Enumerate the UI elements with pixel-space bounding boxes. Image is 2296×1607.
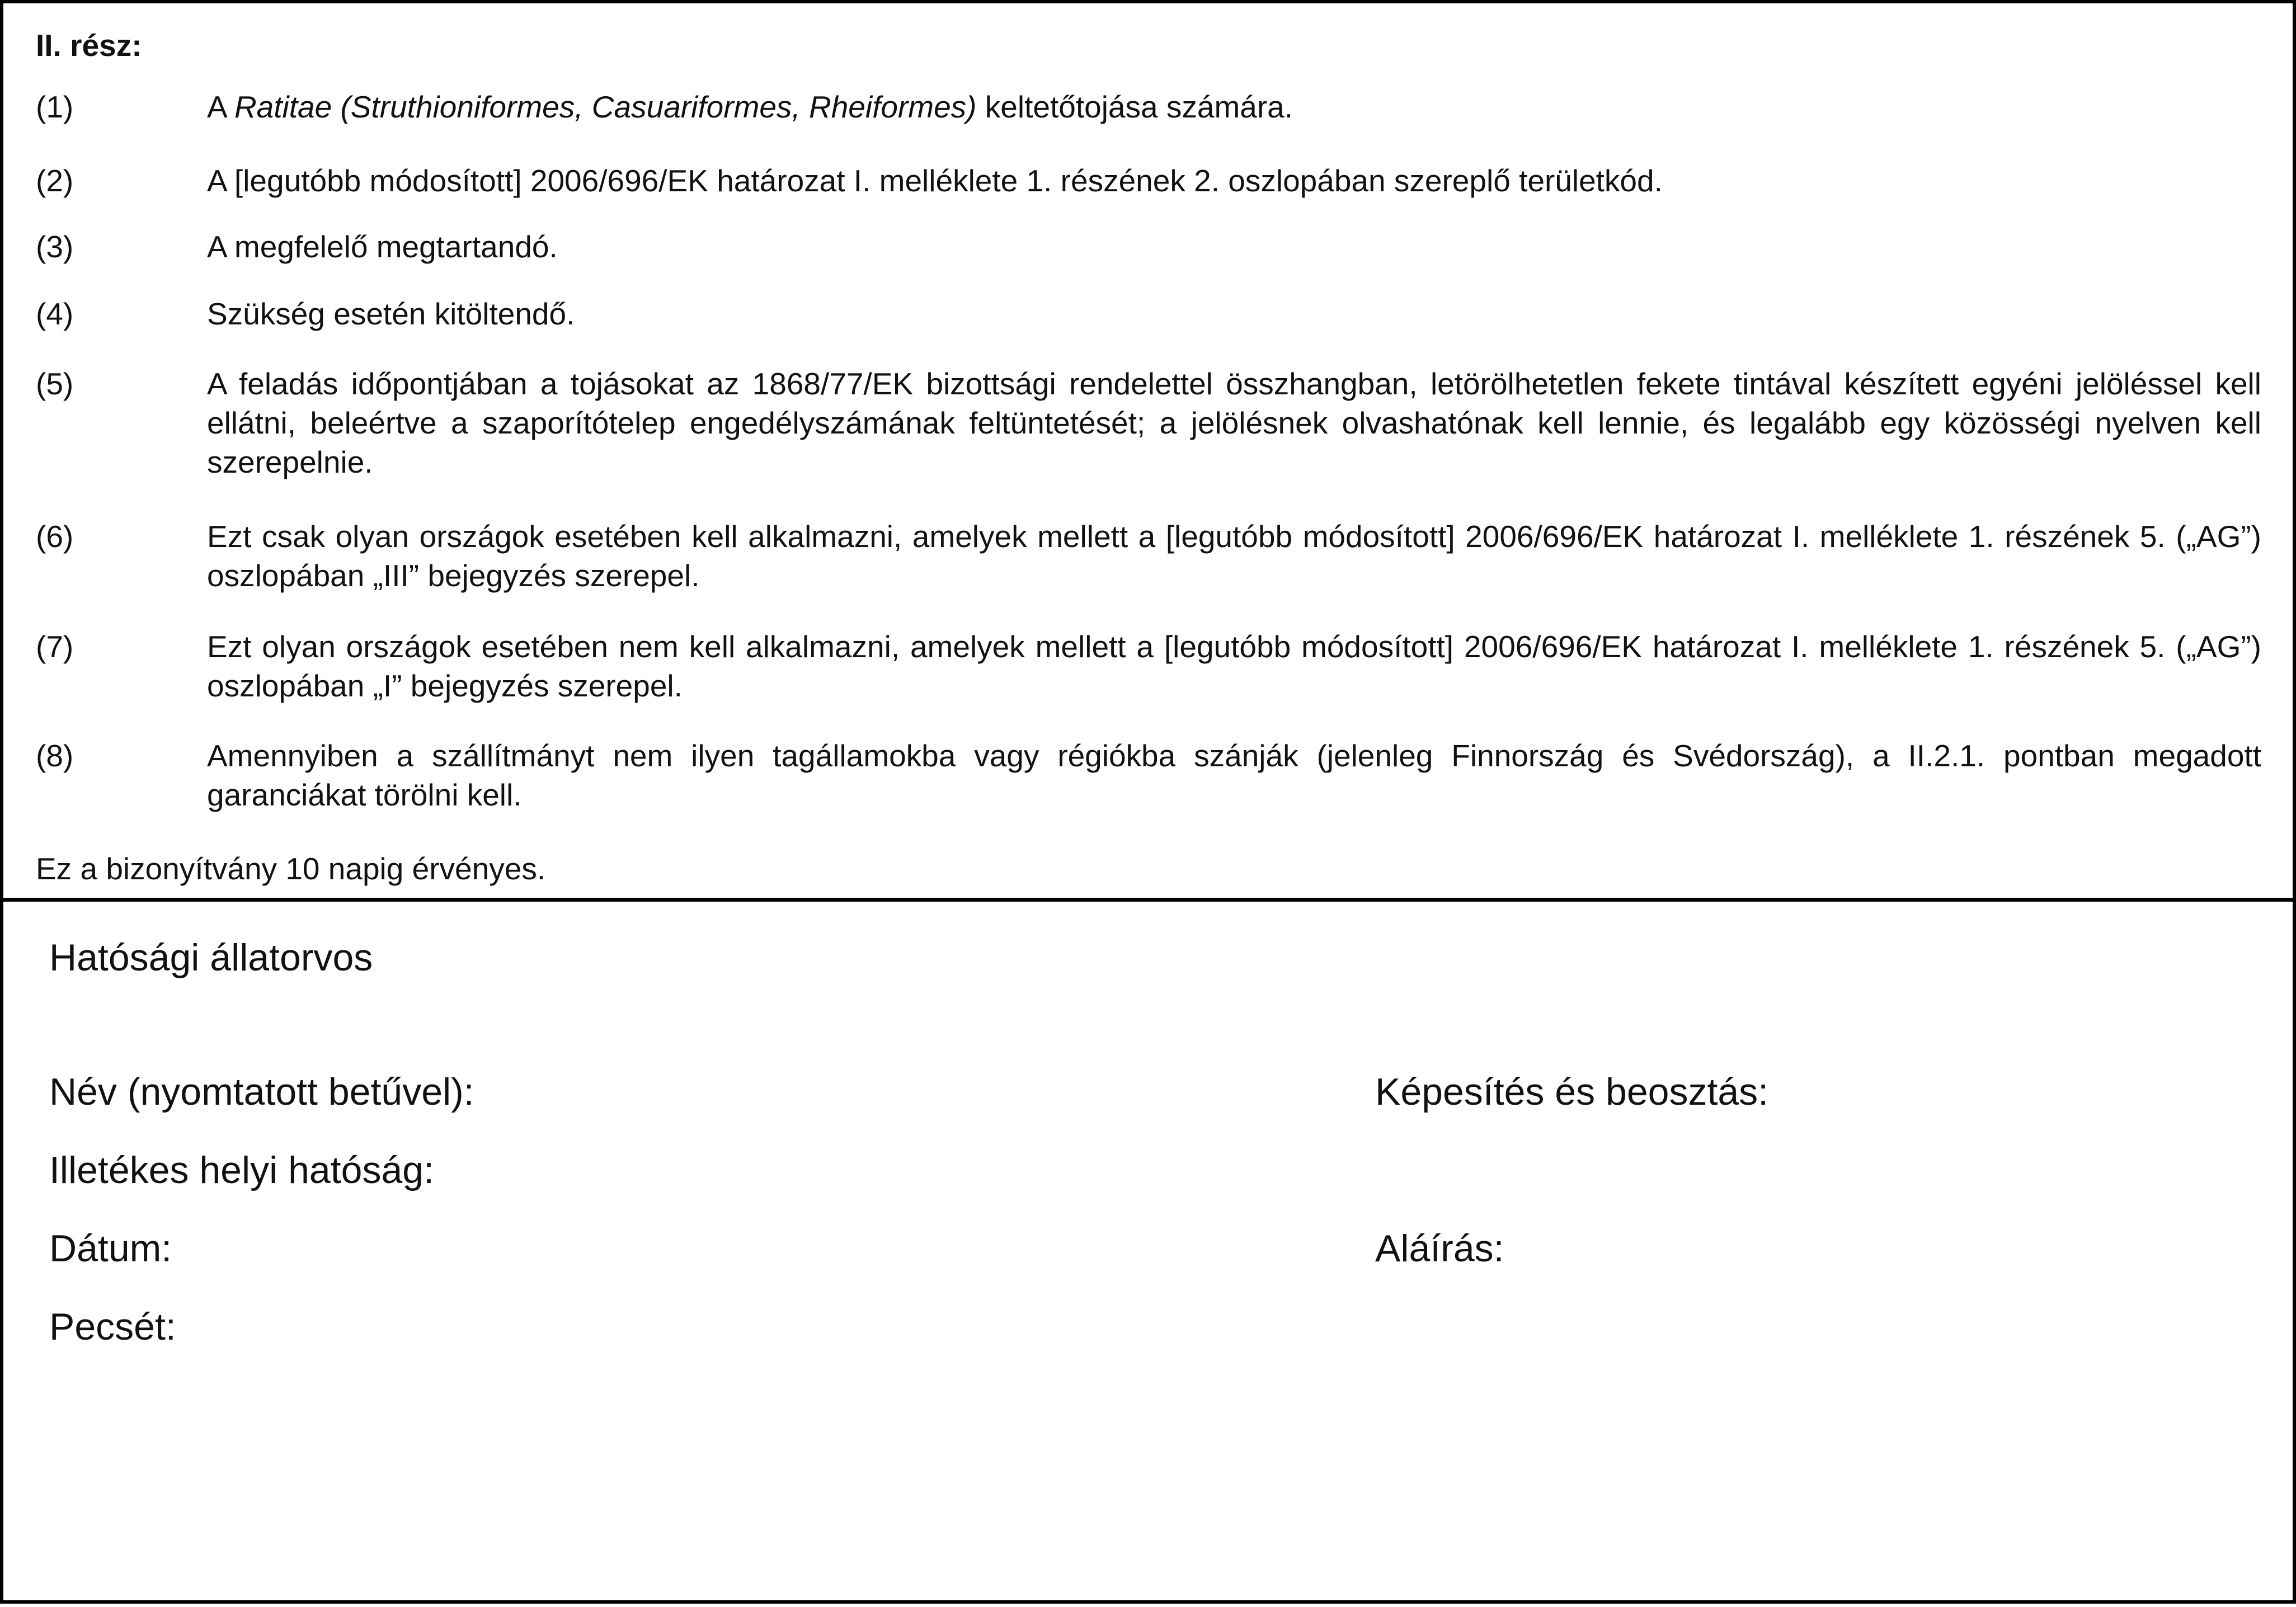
note-text <box>207 87 2261 126</box>
note-number: (4) <box>36 296 74 331</box>
validity-statement: Ez a bizonyítvány 10 napig érvényes. <box>36 851 546 886</box>
note-number: (8) <box>36 738 74 773</box>
note-text-suffix: keltetőtojása számára. <box>976 89 1293 124</box>
local-authority-label: Illetékes helyi hatóság: <box>49 1149 434 1191</box>
note-text: A feladás időpontjában a tojásokat az 1868/77/EK bizottsági rendelettel összhangban, letörölhetetlen fekete tintával készített egyéni jelöléssel kell ellátni, beleértve a szaporítótelep engedélyszámának feltüntetését; a jelölésnek olvashatónak kell lennie, és legalább egy közösségi nyelven kell szerepelnie. <box>207 366 2261 479</box>
signature-section <box>3 902 2296 1607</box>
note-text: A megfelelő megtartandó. <box>207 229 558 264</box>
signature-label: Aláírás: <box>1375 1227 1504 1270</box>
note-text: Ezt csak olyan országok esetében kell alkalmazni, amelyek mellett a [legutóbb módosított] 2006/696/EK határozat I. melléklete 1. részének 5. („AG”) oszlopában „III” bejegyzés szerepel. <box>207 519 2261 593</box>
note-number: (1) <box>36 89 74 124</box>
date-label: Dátum: <box>49 1227 172 1270</box>
note-text: A [legutóbb módosított] 2006/696/EK határozat I. melléklete 1. részének 2. oszlopában szereplő területkód. <box>207 163 1663 198</box>
note-text: Szükség esetén kitöltendő. <box>207 296 575 331</box>
note-number: (3) <box>36 229 74 264</box>
stamp-label: Pecsét: <box>49 1306 176 1348</box>
section-heading: II. rész: <box>36 28 142 63</box>
note-number: (5) <box>36 366 74 401</box>
note-number: (7) <box>36 629 74 664</box>
name-label: Név (nyomtatott betűvel): <box>49 1071 474 1113</box>
official-veterinarian-title: Hatósági állatorvos <box>49 936 373 979</box>
qualification-label: Képesítés és beosztás: <box>1375 1071 1769 1113</box>
note-text-italic: Ratitae (Struthioniformes, Casuariformes, Rheiformes) <box>234 89 977 124</box>
note-number: (2) <box>36 163 74 198</box>
note-text-prefix: A <box>207 89 234 124</box>
note-text: Amennyiben a szállítmányt nem ilyen tagállamokba vagy régiókba szánják (jelenleg Finnország és Svédország), a II.2.1. pontban megadott garanciákat törölni kell. <box>207 738 2261 812</box>
note-number: (6) <box>36 519 74 554</box>
notes-section <box>3 3 2296 902</box>
note-text: Ezt olyan országok esetében nem kell alkalmazni, amelyek mellett a [legutóbb módosított] 2006/696/EK határozat I. melléklete 1. részének 5. („AG”) oszlopában „I” bejegyzés szerepel. <box>207 629 2261 703</box>
